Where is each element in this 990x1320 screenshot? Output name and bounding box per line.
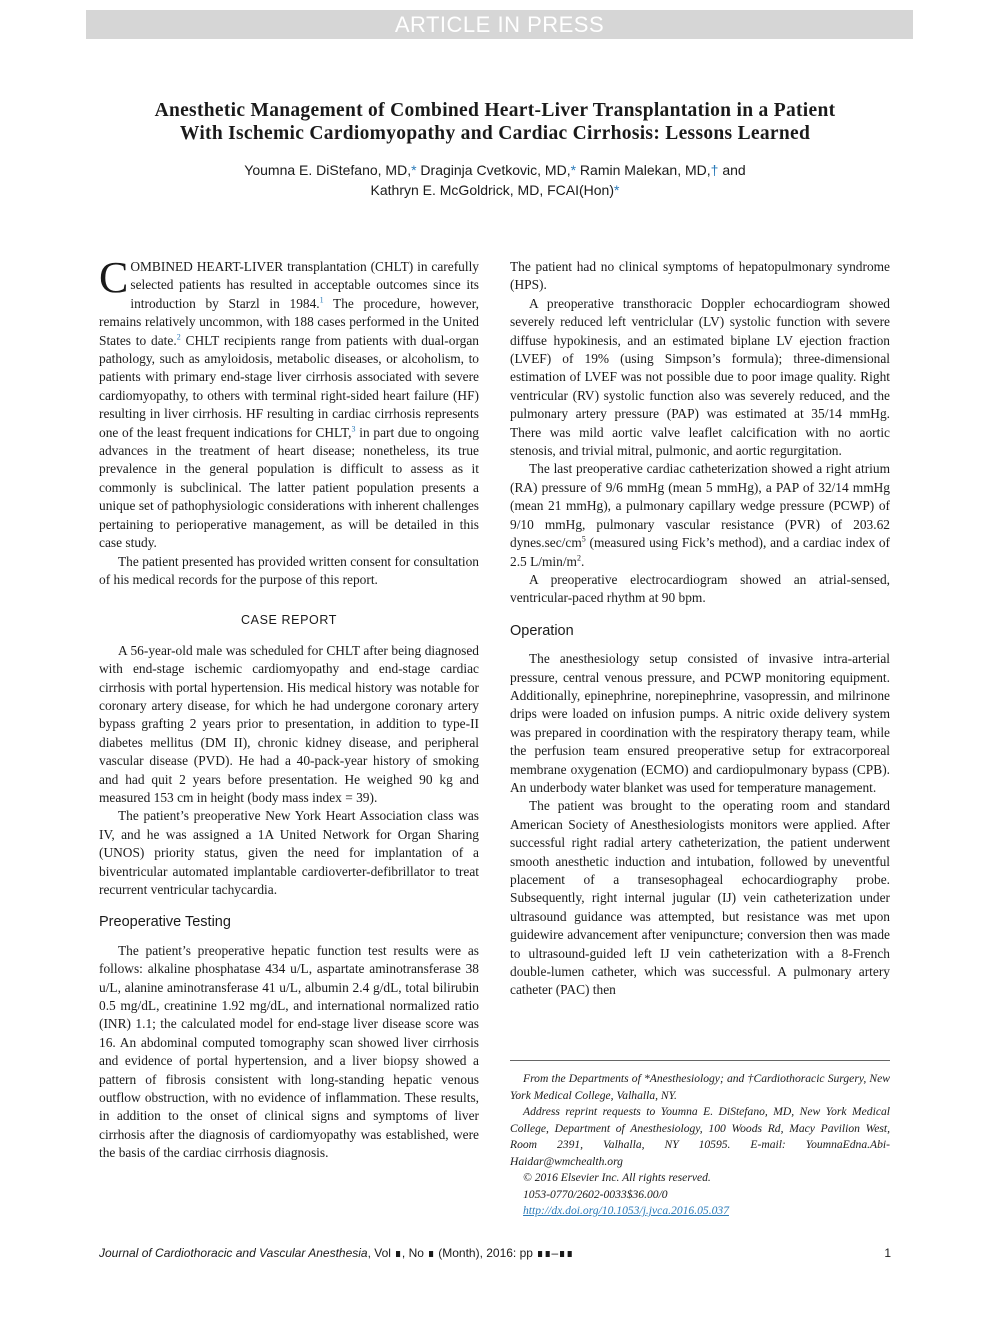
preop-paragraph: The patient’s preoperative hepatic function test results were as follows: alkaline phosphatase 434 u/L, aspartate aminotransferase 38 u/L, alanine aminotransferase 41 u/L, albumin 2.4 g/dL, total bilirubin 0.5 mg/dL, creatinine 1.92 mg/dL, and international normalized ratio (INR) 1.1; the calculated model for end-stage liver disease score was 16. An abdominal computed tomography scan showed liver cirrhosis and evidence of portal hypertension, and a liver biopsy showed a pattern of fibrosis consistent with long-standing hepatic venous outflow obstruction, with no evidence of inflammation. These results, in addition to the onset of clinical signs and symptoms of liver cirrhosis after the diagnosis of cardiomyopathy was established, were the basis of the cardiac cirrhosis diagnosis. xyxy=(99,942,479,1161)
case-paragraph-1: A 56-year-old male was scheduled for CHLT after being diagnosed with end-stage ischemic cardiomyopathy and end-stage cardiac cirrhosis with portal hypertension. His medical history was notable for coronary artery disease, for which he had undergone coronary artery bypass grafting 2 years prior to presentation, in addition to type-II diabetes mellitus (DM II), chronic kidney disease, and peripheral vascular disease (PVD). He had a 40-pack-year history of smoking and had quit 2 years before presentation. He weighed 90 kg and measured 153 cm in height (body mass index = 39). xyxy=(99,642,479,805)
title-line-1: Anesthetic Management of Combined Heart-Liver Transplantation in a Patient xyxy=(154,100,836,121)
reference-link[interactable]: 3 xyxy=(351,424,356,434)
author-name: Draginja Cvetkovic, MD, xyxy=(416,162,571,178)
subsection-heading-operation: Operation xyxy=(510,622,574,639)
author-name: Youmna E. DiStefano, MD, xyxy=(244,162,412,178)
paragraph-text: The procedure, however, remains relatively uncommon, with 188 cases performed in the United States to date. xyxy=(99,295,479,348)
ecg-paragraph: A preoperative electrocardiogram showed an atrial-sensed, ventricular-paced rhythm at 90 bpm. xyxy=(510,571,890,606)
footnote-doi xyxy=(510,1203,890,1220)
reference-link[interactable]: 1 xyxy=(319,295,324,305)
drop-cap: C xyxy=(99,253,129,302)
cath-paragraph xyxy=(510,460,890,570)
page-number: 1 xyxy=(884,1246,891,1260)
paragraph-text: . xyxy=(580,553,585,569)
reference-link[interactable]: 2 xyxy=(176,332,181,342)
author-name: Ramin Malekan, MD, xyxy=(576,162,711,178)
journal-name: Journal of Cardiothoracic and Vascular Anesthesia xyxy=(99,1246,368,1260)
echo-paragraph: A preoperative transthoracic Doppler echocardiogram showed severely reduced left ventriclular (LV) systolic function with severe diffuse hypokinesis, and an estimated biplane LV ejection fraction (LVEF) of 19% (using Simpson’s formula); three-dimensional estimation of LVEF was not possible due to poor image quality. Right ventricular (RV) systolic function also was severely reduced, and the pulmonary artery pressure (PAP) was estimated at 35/14 mmHg. There was mild aortic valve leaflet calcification with no aortic stenosis, and trivial mitral, pulmonic, and aortic regurgitation. xyxy=(510,295,890,459)
footnotes xyxy=(510,1071,890,1220)
intro-paragraph xyxy=(99,253,479,553)
consent-paragraph: The patient presented has provided written consent for consultation of his medical records for the purpose of this report. xyxy=(99,553,479,587)
section-heading-case-report: CASE REPORT xyxy=(241,613,337,628)
hps-paragraph: The patient had no clinical symptoms of hepatopulmonary syndrome (HPS). xyxy=(510,259,890,293)
author-name: Kathryn E. McGoldrick, MD, FCAI(Hon) xyxy=(370,182,615,198)
paragraph-text: CHLT recipients range from patients with dual-organ pathology, such as amyloidosis, metabolic diseases, or alcoholism, to patients with primary end-stage liver cirrhosis associated with severe cardiomyopathy, to others with terminal right-sided heart failure (HF) resulting in liver cirrhosis. HF resulting in cardiac cirrhosis represents one of the least frequent indications for CHLT, xyxy=(99,332,479,440)
superscript: 5 xyxy=(581,534,586,544)
operation-paragraph-1: The anesthesiology setup consisted of invasive intra-arterial pressure, central venous pressure, and PCWP monitoring equipment. Additionally, epinephrine, norepinephrine, vasopressin, and milrinone drips were loaded on infusion pumps. A nitric oxide delivery system was prepared in coordination with the respiratory therapy team, while the perfusion team ensured preoperative setup for extracorporeal membrane oxygenation (ECMO) and cardiopulmonary bypass (CPB). An underbody water blanket was used for temperature management. xyxy=(510,651,890,795)
affiliation-mark[interactable]: † xyxy=(710,162,719,178)
paragraph-text: The last preoperative cardiac catheterization showed a right atrium (RA) pressure of 9/6 mmHg (mean 5 mmHg), a PAP of 32/14 mmHg (mean 21 mmHg), a pulmonary capillary wedge pressure (PCWP) of 9/10 mmHg, pulmonary vascular resistance (PVR) of 203.62 dynes.sec/cm xyxy=(510,461,890,551)
superscript: 2 xyxy=(576,553,581,563)
author-line-1 xyxy=(80,160,910,180)
title-line-2: With Ischemic Cardiomyopathy and Cardiac Cirrhosis: Lessons Learned xyxy=(179,123,811,144)
footnote-divider xyxy=(510,1060,890,1061)
operation-paragraph-2: The patient was brought to the operating room and standard American Society of Anesthesiologists monitors were applied. After successful right radial artery catheterization, the patient underwent smooth anesthetic induction and intubation, followed by uneventful placement of a transesophageal echocardiography probe. Subsequently, right internal jugular (IJ) vein catheterization under ultrasound guidance was attempted, but resistance was met upon guidewire advancement after venipuncture; conversion then was made to ultrasound-guided left IJ vein catheterization with a 8-French double-lumen catheter, which was successful. A pulmonary artery catheter (PAC) then xyxy=(510,798,890,998)
author-line-2 xyxy=(80,180,910,200)
intro-smallcaps: OMBINED HEART-LIVER xyxy=(130,259,284,274)
article-title xyxy=(80,99,910,145)
affiliation-mark[interactable]: * xyxy=(411,162,417,178)
paragraph-text: transplantation (CHLT) in carefully selected patients has resulted in acceptable outcomes since its introduction by Starzl in 1984. xyxy=(130,259,479,311)
right-column xyxy=(510,258,890,1000)
page-footer xyxy=(99,1245,891,1261)
affiliation-mark[interactable]: * xyxy=(614,182,620,198)
paragraph-text: (measured using Fick’s method), and a cardiac index of 2.5 L/min/m xyxy=(510,535,890,569)
doi-link[interactable]: http://dx.doi.org/10.1053/j.jvca.2016.05.037 xyxy=(523,1204,729,1217)
footnote-copyright: © 2016 Elsevier Inc. All rights reserved. xyxy=(523,1171,711,1184)
left-column xyxy=(99,253,479,1163)
article-in-press-banner: ARTICLE IN PRESS xyxy=(86,10,913,39)
subsection-heading-preoperative: Preoperative Testing xyxy=(99,914,231,931)
paragraph-text: in part due to ongoing advances in the treatment of heart disease; nonetheless, its true prevalence in the general population is difficult to assess as it commonly is subclinical. The latter patient population presents a unique set of pathophysiologic considerations with inherent challenges pertaining to perioperative management, as will be detailed in this case study. xyxy=(99,424,479,551)
journal-citation: , Vol ∎, No ∎ (Month), 2016: pp ∎∎–∎∎ xyxy=(367,1246,574,1260)
footnote-issn: 1053-0770/2602-0033$36.00/0 xyxy=(523,1187,668,1201)
footnote-reprint-address: Address reprint requests to Youmna E. DiStefano, MD, New York Medical College, Department of Anesthesiology, 100 Woods Rd, Macy Pavilion West, Room 2391, Valhalla, NY 10595. E-mail: YoumnaEdna.Abi-Haidar@wmchealth.org xyxy=(510,1105,890,1168)
author-conjunction: and xyxy=(718,162,746,178)
affiliation-mark[interactable]: * xyxy=(570,162,577,178)
author-list xyxy=(80,160,910,200)
case-paragraph-2: The patient’s preoperative New York Heart Association class was IV, and he was assigned a 1A United Network for Organ Sharing (UNOS) priority status, given the need for implantation of a biventricular automated implantable cardioverter-defibrillator to treat recurrent ventricular tachycardia. xyxy=(99,808,479,897)
footnote-affiliations: From the Departments of *Anesthesiology; and †Cardiothoracic Surgery, New York Medical College, Valhalla, NY. xyxy=(510,1072,890,1102)
